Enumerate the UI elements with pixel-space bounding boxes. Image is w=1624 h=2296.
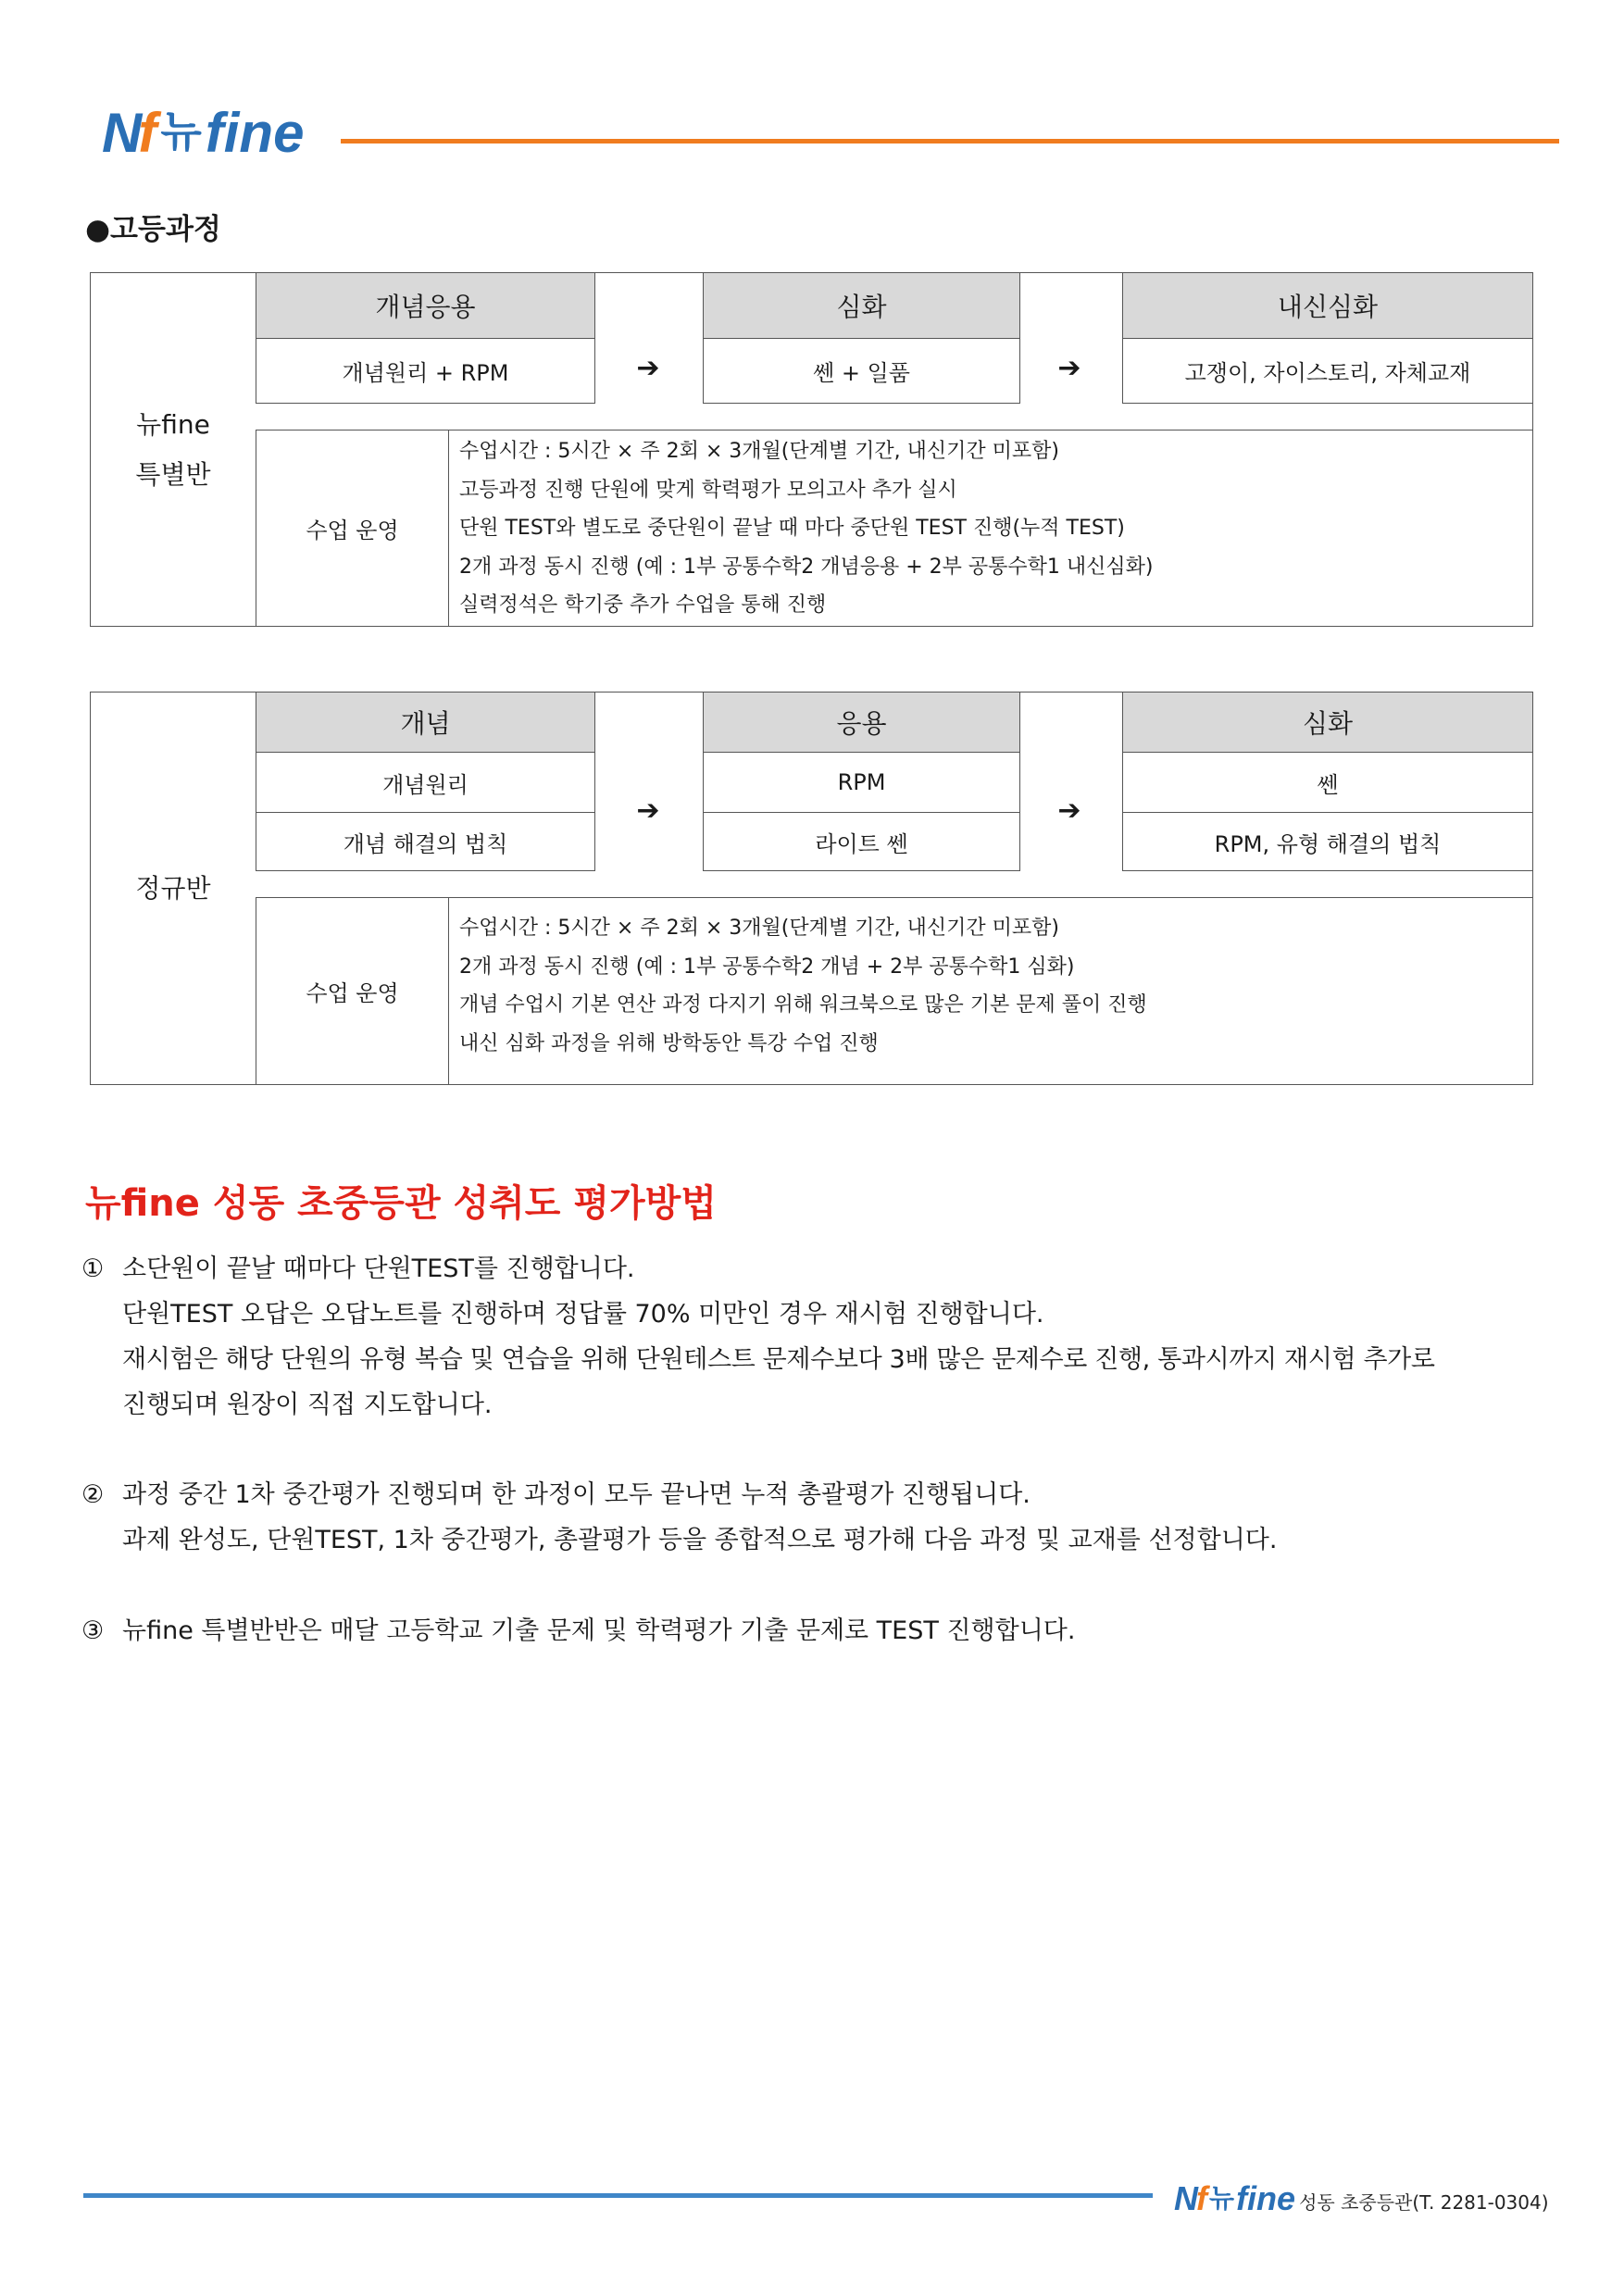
header-divider — [341, 139, 1559, 144]
footer-logo-mark: Nf — [1174, 2179, 1206, 2217]
evaluation-item-2 — [81, 1472, 1544, 1563]
regular-operation-box — [256, 897, 1533, 1085]
evaluation-title: 뉴fine 성동 초중등관 성취도 평가방법 — [85, 1182, 717, 1225]
regular-step-1 — [256, 692, 595, 871]
operation-line: 수업시간 : 5시간 × 주 2회 × 3개월(단계별 기간, 내신기간 미포함) — [459, 440, 1059, 463]
operation-line: 2개 과정 동시 진행 (예 : 1부 공통수학2 개념 + 2부 공통수학1 심화) — [459, 955, 1075, 979]
operation-line: 개념 수업시 기본 연산 과정 다지기 위해 워크북으로 많은 기본 문제 풀이 진행 — [459, 993, 1147, 1017]
footer-logo-korean: 뉴 — [1209, 2183, 1235, 2214]
section-title: ●고등과정 — [85, 213, 221, 246]
item-line: 단원TEST 오답은 오답노트를 진행하며 정답률 70% 미만인 경우 재시험 진행합니다. — [122, 1300, 1044, 1329]
operation-lines — [449, 898, 1147, 1084]
regular-class-label: 정규반 — [135, 872, 211, 904]
footer-divider — [83, 2193, 1153, 2198]
step-title: 내신심화 — [1123, 273, 1532, 339]
regular-step-3 — [1122, 692, 1533, 871]
evaluation-item-3 — [81, 1608, 1544, 1653]
step-title: 응용 — [704, 693, 1019, 753]
step-title: 개념응용 — [256, 273, 594, 339]
step-row: 라이트 쎈 — [815, 830, 908, 857]
operation-line: 내신 심화 과정을 위해 방학동안 특강 수업 진행 — [459, 1031, 879, 1055]
operation-line: 실력정석은 학기중 추가 수업을 통해 진행 — [459, 593, 827, 617]
footer-branch-text: 성동 초중등관(T. 2281-0304) — [1299, 2191, 1549, 2214]
step-row: 개념원리 + RPM — [342, 360, 509, 386]
logo-mark: Nf — [102, 102, 154, 164]
special-operation-box — [256, 430, 1533, 627]
item-marker: ② — [81, 1480, 105, 1509]
item-marker: ③ — [81, 1616, 105, 1645]
step-row: 개념원리 — [256, 753, 594, 813]
logo-fine: fine — [205, 102, 305, 164]
item-line: 과제 완성도, 단원TEST, 1차 중간평가, 총괄평가 등을 종합적으로 평가해 다음 과정 및 교재를 선정합니다. — [122, 1526, 1278, 1554]
special-step-1 — [256, 272, 595, 404]
operation-lines — [449, 430, 1153, 626]
item-line: 진행되며 원장이 직접 지도합니다. — [122, 1391, 493, 1419]
step-title: 심화 — [1123, 693, 1532, 753]
operation-line: 단원 TEST와 별도로 중단원이 끝날 때 마다 중단원 TEST 진행(누적 TEST) — [459, 517, 1125, 540]
operation-line: 2개 과정 동시 진행 (예 : 1부 공통수학2 개념응용 + 2부 공통수학1 내신심화) — [459, 555, 1154, 579]
item-marker: ① — [81, 1254, 105, 1283]
step-row: RPM, 유형 해결의 법칙 — [1214, 830, 1442, 857]
arrow-icon: ➔ — [1057, 352, 1081, 384]
step-row: 쎈 + 일품 — [813, 360, 910, 386]
step-row: 고쟁이, 자이스토리, 자체교재 — [1184, 360, 1471, 386]
logo-korean: 뉴 — [160, 106, 202, 156]
item-line: 과정 중간 1차 중간평가 진행되며 한 과정이 모두 끝나면 누적 총괄평가 진행됩니다. — [122, 1480, 1031, 1509]
header-logo — [102, 81, 304, 165]
item-line: 뉴fine 특별반반은 매달 고등학교 기출 문제 및 학력평가 기출 문제로 TEST 진행합니다. — [122, 1616, 1076, 1645]
step-title: 개념 — [256, 693, 594, 753]
special-step-3 — [1122, 272, 1533, 404]
arrow-icon: ➔ — [636, 794, 660, 827]
special-step-2 — [703, 272, 1020, 404]
footer-logo-fine: fine — [1236, 2179, 1296, 2217]
operation-label: 수업 운영 — [256, 430, 449, 626]
item-line: 소단원이 끝날 때마다 단원TEST를 진행합니다. — [122, 1254, 635, 1283]
operation-label: 수업 운영 — [256, 898, 449, 1084]
step-title: 심화 — [704, 273, 1019, 339]
footer-logo — [1174, 2172, 1549, 2218]
item-line: 재시험은 해당 단원의 유형 복습 및 연습을 위해 단원테스트 문제수보다 3배 많은 문제수로 진행, 통과시까지 재시험 추가로 — [122, 1345, 1435, 1374]
regular-step-2 — [703, 692, 1020, 871]
operation-line: 수업시간 : 5시간 × 주 2회 × 3개월(단계별 기간, 내신기간 미포함) — [459, 917, 1059, 940]
special-class-label: 뉴fine 특별반 — [135, 408, 211, 490]
evaluation-item-1 — [81, 1246, 1544, 1428]
arrow-icon: ➔ — [1057, 794, 1081, 827]
arrow-icon: ➔ — [636, 352, 660, 384]
step-row: 쎈 — [1123, 753, 1532, 813]
step-row: 개념 해결의 법칙 — [343, 830, 508, 857]
step-row: RPM — [704, 753, 1019, 813]
operation-line: 고등과정 진행 단원에 맞게 학력평가 모의고사 추가 실시 — [459, 478, 957, 502]
